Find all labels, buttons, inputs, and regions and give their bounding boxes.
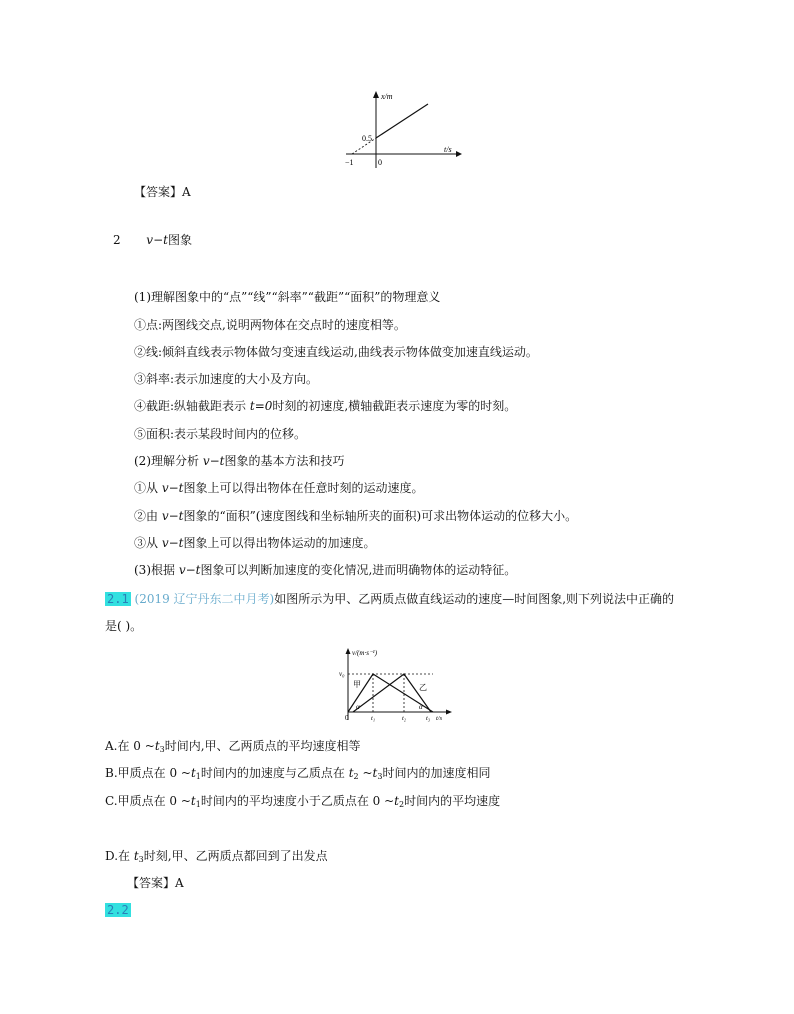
xt-line	[376, 104, 428, 138]
alpha-left: α	[356, 703, 360, 711]
question-tag[interactable]: 2.2	[107, 903, 129, 917]
point-6: ⑤面积:表示某段时间内的位移。	[134, 427, 307, 441]
section-title-text: 图象	[167, 233, 192, 247]
t2-label: t₂	[402, 715, 407, 722]
xt-graph	[336, 88, 466, 170]
option-c: C.甲质点在 0 $\sim t_1$时间内的平均速度小于乙质点在 0 $\sim t_2$时间内的平均速度	[105, 794, 501, 809]
point-4: ③斜率:表示加速度的大小及方向。	[134, 372, 319, 386]
point-3: ②线:倾斜直线表示物体做匀变速直线运动,曲线表示物体做变加速直线运动。	[134, 345, 538, 359]
t3-label: t₃	[426, 715, 431, 722]
x-neg-label: −1	[345, 158, 354, 167]
question-tag[interactable]: 2.1	[107, 592, 129, 606]
v0-label: v₀	[339, 670, 345, 678]
answer-1: 【答案】A	[134, 185, 191, 199]
point-11: (3)根据 v−t图象可以判断加速度的变化情况,进而明确物体的运动特征。	[134, 563, 517, 577]
alpha-right: α	[419, 703, 423, 711]
x-axis-arrow	[456, 151, 462, 157]
y-intercept-label: 0.5	[362, 134, 372, 143]
x-axis-arrow	[446, 710, 452, 715]
jia-label: 甲	[353, 680, 361, 689]
y-axis-label: x/m	[381, 92, 393, 101]
y-axis-label: v/(m·s⁻¹)	[352, 649, 378, 657]
point-5: ④截距:纵轴截距表示 t=0时刻的初速度,横轴截距表示速度为零的时刻。	[134, 399, 517, 413]
point-8: ①从 v−t图象上可以得出物体在任意时刻的运动速度。	[134, 481, 424, 495]
x-axis-label: t/s	[444, 145, 452, 154]
point-7: (2)理解分析 v−t图象的基本方法和技巧	[134, 454, 345, 468]
origin-label: 0	[345, 714, 349, 722]
section-2-heading	[113, 232, 192, 248]
answer-2: 【答案】A	[127, 876, 184, 890]
question-2-2	[105, 902, 131, 918]
question-source: (2019 辽宁丹东二中月考)	[134, 592, 275, 606]
yi-label: 乙	[419, 683, 427, 692]
option-d: D.在 $t_3$时刻,甲、乙两质点都回到了出发点	[105, 849, 328, 864]
point-9: ②由 v−t图象的“面积”(速度图线和坐标轴所夹的面积)可求出物体运动的位移大小。	[134, 509, 578, 523]
option-b: B.甲质点在 0 $\sim t_1$时间内的加速度与乙质点在 $t_2$ $\sim t_3$时间内的加速度相同	[105, 766, 491, 781]
y-axis-arrow	[346, 648, 351, 654]
y-axis-arrow	[373, 91, 379, 98]
option-a: A.在 0 $\sim t_3$时间内,甲、乙两质点的平均速度相等	[105, 739, 361, 754]
t1-label: t₁	[371, 715, 376, 722]
question-2-1-stem-cont: 是( )。	[105, 619, 143, 633]
point-1: (1)理解图象中的“点”“线”“斜率”“截距”“面积”的物理意义	[134, 290, 441, 304]
section-title-var: v−t	[146, 233, 168, 247]
question-2-1-stem: 2.1 (2019 辽宁丹东二中月考)如图所示为甲、乙两质点做直线运动的速度—时间图象,则下列说法中正确的	[107, 592, 675, 606]
origin-label: 0	[378, 158, 382, 167]
point-10: ③从 v−t图象上可以得出物体运动的加速度。	[134, 536, 376, 550]
x-axis-label: t/s	[436, 715, 443, 722]
point-2: ①点:两图线交点,说明两物体在交点时的速度相等。	[134, 318, 406, 332]
vt-graph	[336, 646, 456, 724]
section-number: 2	[113, 233, 121, 247]
